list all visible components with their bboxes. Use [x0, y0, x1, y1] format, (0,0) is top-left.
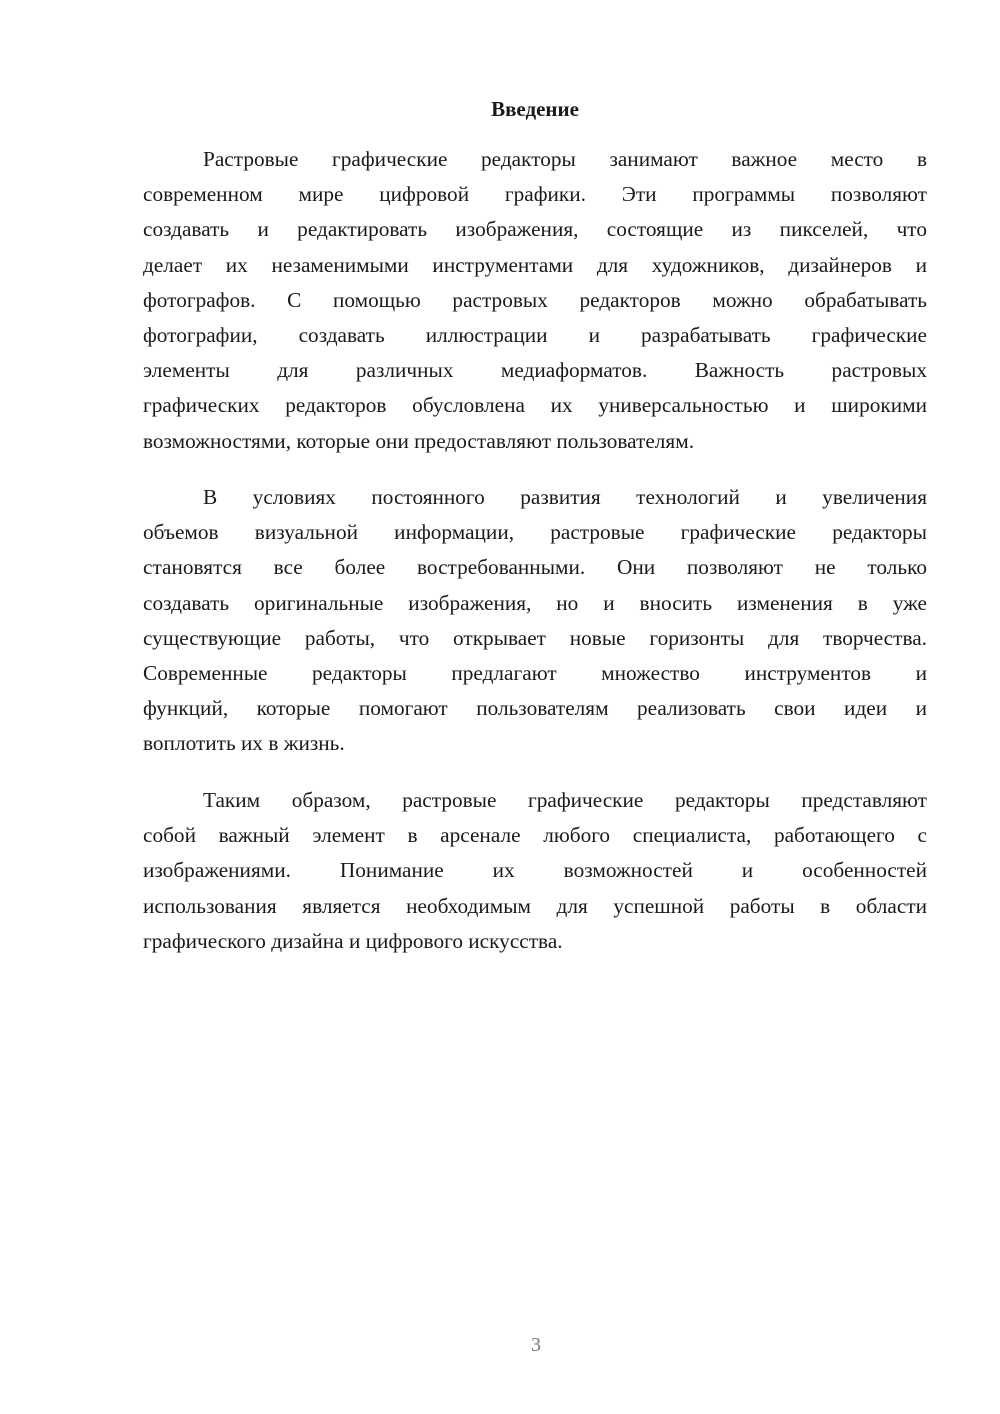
text-line: создавать оригинальные изображения, но и вносить изменения в уже: [143, 590, 927, 615]
text-line: элементы для различных медиаформатов. Важность растровых: [143, 358, 927, 383]
text-line: В условиях постоянного развития технологий и увеличения: [203, 485, 927, 509]
text-line: функций, которые помогают пользователям реализовать свои идеи и: [143, 696, 927, 721]
text-line: делает их незаменимыми инструментами для художников, дизайнеров и: [143, 252, 927, 277]
text-line: собой важный элемент в арсенале любого специалиста, работающего с: [143, 823, 927, 848]
text-line: графических редакторов обусловлена их универсальностью и широкими: [143, 393, 927, 418]
text-line: объемов визуальной информации, растровые графические редакторы: [143, 520, 927, 545]
paragraph-3: [143, 783, 927, 959]
page-number: 3: [531, 1334, 541, 1356]
text-line: изображениями. Понимание их возможностей и особенностей: [143, 858, 927, 883]
text-line: становятся все более востребованными. Они позволяют не только: [143, 555, 927, 580]
text-line: фотографии, создавать иллюстрации и разрабатывать графические: [143, 322, 927, 347]
text-line: возможностями, которые они предоставляют пользователям.: [143, 428, 695, 453]
page-title: Введение: [491, 97, 579, 121]
text-line: современном мире цифровой графики. Эти программы позволяют: [143, 182, 927, 207]
text-line: существующие работы, что открывает новые горизонты для творчества.: [143, 625, 927, 650]
text-line: фотографов. С помощью растровых редакторов можно обрабатывать: [143, 287, 927, 312]
text-line: Растровые графические редакторы занимают важное место в: [203, 147, 927, 171]
text-line: использования является необходимым для успешной работы в области: [143, 893, 927, 918]
paragraph-2: [143, 480, 927, 762]
text-line: Современные редакторы предлагают множество инструментов и: [143, 660, 927, 685]
text-line: воплотить их в жизнь.: [143, 731, 345, 756]
text-line: создавать и редактировать изображения, состоящие из пикселей, что: [143, 217, 927, 242]
paragraph-1: [143, 142, 927, 459]
text-line: Таким образом, растровые графические редакторы представляют: [203, 788, 927, 812]
text-line: графического дизайна и цифрового искусства.: [143, 928, 563, 953]
